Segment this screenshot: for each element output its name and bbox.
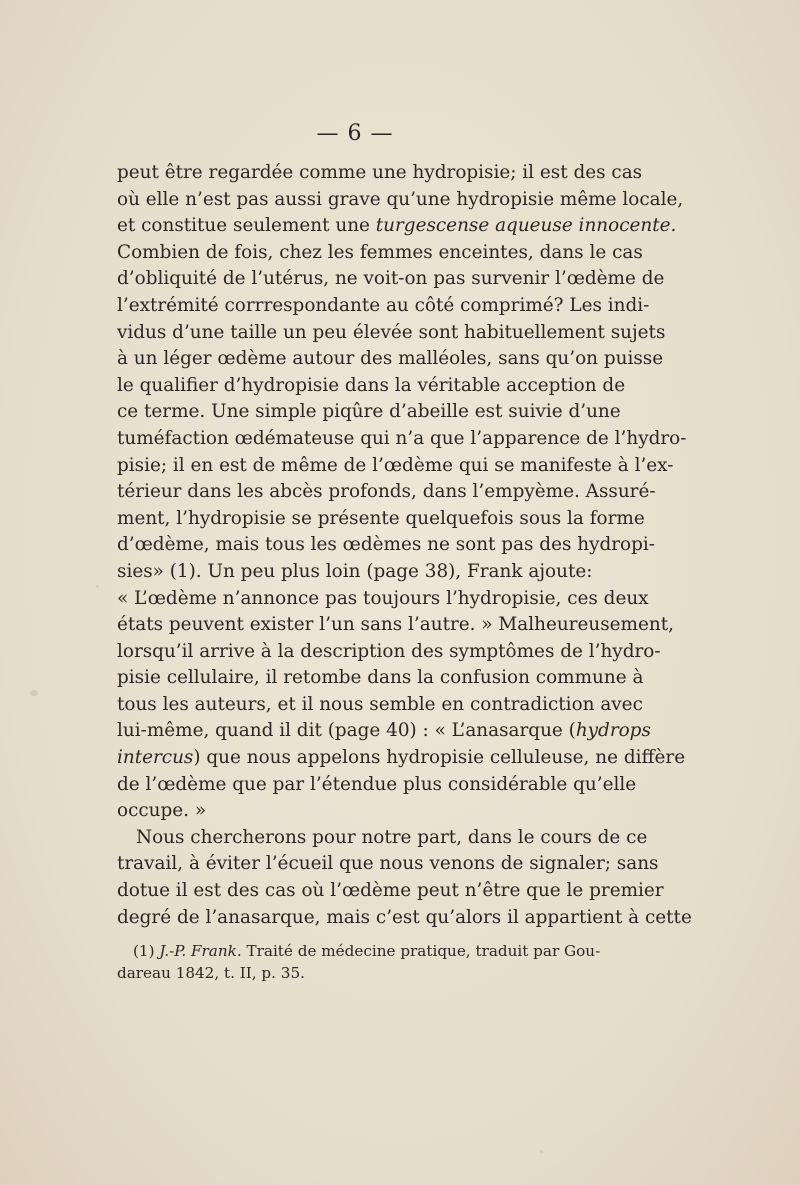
- text-segment: pisie cellulaire, il retombe dans la confusion commune à: [117, 667, 644, 689]
- text-line: [117, 718, 651, 745]
- text-line: [117, 825, 648, 852]
- footnote: [117, 940, 601, 984]
- text-segment: lorsqu’il arrive à la description des symptômes de l’hydro-: [117, 640, 661, 662]
- italic-text: J.-P. Frank.: [159, 942, 242, 960]
- text-segment: dotue il est des cas où l’œdème peut n’être que le premier: [117, 880, 664, 902]
- text-segment: degré de l’anasarque, mais c’est qu’alors il appartient à cette: [117, 906, 692, 928]
- text-segment: térieur dans les abcès profonds, dans l’empyème. Assuré-: [117, 481, 656, 503]
- text-line: [117, 612, 674, 639]
- text-segment: ment, l’hydropisie se présente quelquefois sous la forme: [117, 507, 645, 529]
- text-segment: à un léger œdème autour des malléoles, sans qu’on puisse: [117, 348, 664, 370]
- text-line: [117, 851, 659, 878]
- text-line: [117, 745, 686, 772]
- text-line: [117, 266, 665, 293]
- text-segment: et constitue seulement une: [117, 215, 376, 237]
- text-segment: ce terme. Une simple piqûre d’abeille est suivie d’une: [117, 401, 621, 423]
- text-segment: Traité de médecine pratique, traduit par Gou-: [241, 942, 601, 960]
- text-segment: tous les auteurs, et il nous semble en contradiction avec: [117, 693, 643, 715]
- text-segment: pisie; il en est de même de l’œdème qui se manifeste à l’ex-: [117, 454, 674, 476]
- text-line: [117, 240, 643, 267]
- text-line: [117, 213, 677, 240]
- text-line: [117, 346, 664, 373]
- text-line: [117, 665, 644, 692]
- text-line: [117, 293, 650, 320]
- text-segment: Combien de fois, chez les femmes enceintes, dans le cas: [117, 241, 643, 263]
- page-number: — 6 —: [316, 121, 394, 146]
- text-segment: où elle n’est pas aussi grave qu’une hydropisie même locale,: [117, 188, 684, 210]
- text-line: [117, 399, 621, 426]
- text-line: [117, 426, 687, 453]
- text-line: [117, 532, 655, 559]
- text-line: [117, 772, 637, 799]
- text-line: [117, 586, 649, 613]
- text-segment: occupe. »: [117, 800, 207, 822]
- text-line: [117, 479, 656, 506]
- text-segment: sies» (1). Un peu plus loin (page 38), Frank ajoute:: [117, 560, 593, 582]
- text-line: [117, 559, 591, 586]
- text-segment: de l’œdème que par l’étendue plus considérable qu’elle: [117, 773, 637, 795]
- paper-stain: [30, 690, 38, 696]
- paper-stain: [540, 1150, 543, 1153]
- text-line: [117, 506, 645, 533]
- text-segment: états peuvent exister l’un sans l’autre. » Malheureusement,: [117, 614, 674, 636]
- text-line: [117, 798, 591, 825]
- italic-text: intercus: [117, 747, 194, 769]
- body-text: [117, 160, 692, 931]
- text-segment: travail, à éviter l’écueil que nous venons de signaler; sans: [117, 853, 659, 875]
- paper-stain: [96, 585, 99, 588]
- text-segment: d’œdème, mais tous les œdèmes ne sont pas des hydropi-: [117, 534, 655, 556]
- text-segment: le qualifier d’hydropisie dans la véritable acception de: [117, 374, 626, 396]
- text-line: [117, 639, 661, 666]
- text-segment: peut être regardée comme une hydropisie; il est des cas: [117, 162, 643, 183]
- text-segment: (1): [133, 942, 160, 960]
- text-segment: dareau 1842, t. II, p. 35.: [117, 964, 305, 982]
- text-line: [117, 692, 643, 719]
- text-segment: vidus d’une taille un peu élevée sont habituellement sujets: [117, 321, 666, 343]
- italic-text: turgescense aqueuse innocente.: [375, 215, 677, 237]
- text-segment: ) que nous appelons hydropisie celluleuse, ne diffère: [193, 747, 686, 769]
- text-segment: d’obliquité de l’utérus, ne voit-on pas survenir l’œdème de: [117, 268, 665, 290]
- text-line: [117, 373, 626, 400]
- text-line: [117, 320, 666, 347]
- footnote-line: [117, 962, 591, 984]
- text-line: [117, 160, 643, 187]
- text-segment: l’extrémité corrrespondante au côté comprimé? Les indi-: [117, 294, 650, 316]
- text-segment: tuméfaction œdémateuse qui n’a que l’apparence de l’hydro-: [117, 427, 687, 449]
- text-line: [117, 905, 692, 932]
- text-line: [117, 453, 674, 480]
- text-segment: Nous chercherons pour notre part, dans le cours de ce: [136, 826, 648, 848]
- text-line: [117, 878, 664, 905]
- text-segment: lui-même, quand il dit (page 40) : « L’anasarque (: [117, 720, 576, 742]
- footnote-line: [117, 940, 601, 962]
- text-line: [117, 187, 684, 214]
- text-segment: « L’œdème n’annonce pas toujours l’hydropisie, ces deux: [117, 587, 649, 609]
- italic-text: hydrops: [575, 720, 651, 742]
